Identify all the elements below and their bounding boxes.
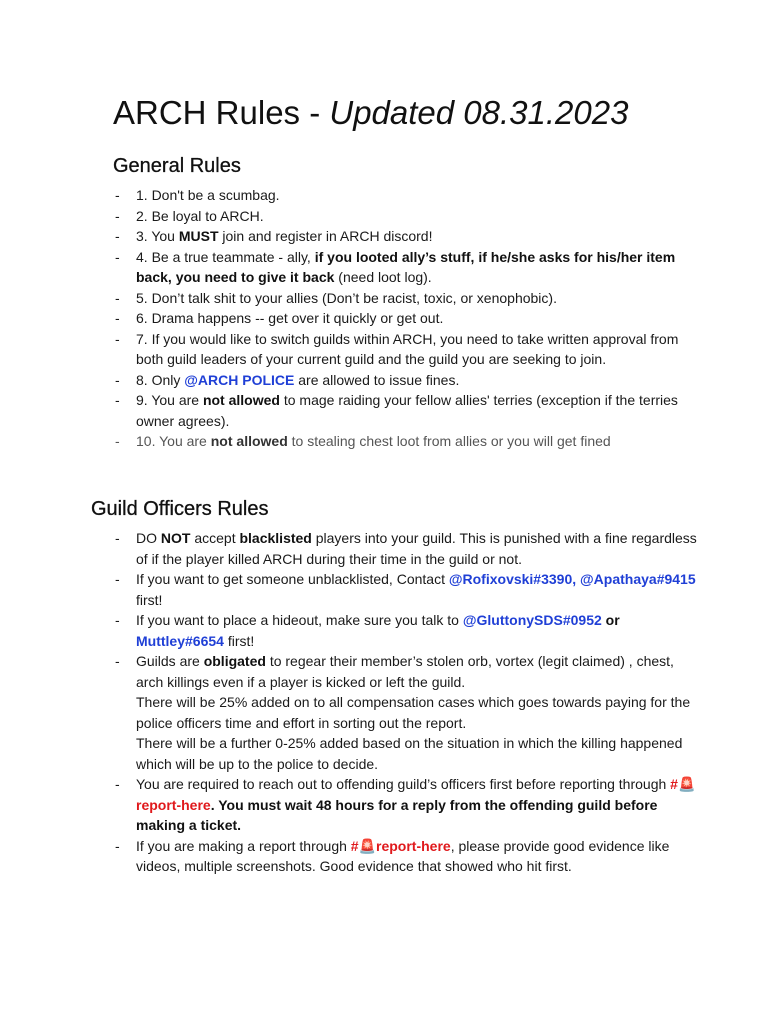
- rule-text: 2. Be loyal to ARCH.: [136, 207, 264, 224]
- list-item: [113, 247, 703, 288]
- rule-emphasis: obligated: [203, 653, 266, 669]
- apathaya-mention[interactable]: @Apathaya#9415: [580, 571, 696, 587]
- rule-text: to stealing chest loot from allies or you will get fined: [287, 433, 611, 449]
- rule-text: 3. You: [136, 228, 179, 244]
- rule-text: If you want to place a hideout, make sure you talk to: [136, 612, 463, 628]
- list-item: [113, 288, 703, 309]
- title-updated-date: Updated 08.31.2023: [329, 94, 629, 131]
- rule-text: first!: [136, 591, 163, 608]
- rule-emphasis: MUST: [178, 228, 219, 244]
- rule-text: If you are making a report through: [136, 837, 351, 854]
- report-here-channel-link[interactable]: #🚨report-here: [350, 837, 451, 854]
- rule-text: to mage raiding your fellow allies' terries (exception if the terries owner agrees).: [136, 392, 678, 429]
- rule-text: , please provide good evidence like videos, multiple screenshots. Good evidence that showed who hit first.: [136, 837, 670, 874]
- rule-text: There will be a further 0-25% added based on the situation in which the killing happened which will be up to the police to decide.: [136, 735, 683, 772]
- rule-emphasis: or: [601, 612, 620, 628]
- rule-text: You are required to reach out to offending guild’s officers first before reporting through: [136, 776, 671, 792]
- general-rules-heading: General Rules: [113, 155, 241, 177]
- list-item: [113, 774, 703, 836]
- rule-text: 8. Only: [136, 371, 185, 388]
- rule-text: join and register in ARCH discord!: [218, 228, 433, 244]
- list-item: [113, 610, 703, 651]
- list-item: [113, 185, 703, 206]
- arch-police-mention[interactable]: @ARCH POLICE: [184, 371, 295, 388]
- rule-text: 10. You are: [136, 433, 211, 449]
- list-item: [113, 569, 703, 610]
- muttley-mention[interactable]: Muttley#6654: [136, 632, 224, 649]
- rule-text: 4. Be a true teammate - ally,: [136, 248, 315, 265]
- rule-emphasis: . You must wait 48 hours for a reply from the offending guild before making a ticket.: [136, 796, 658, 833]
- page-title: [113, 91, 628, 135]
- list-item: [113, 206, 703, 227]
- rule-emphasis: not allowed: [210, 433, 288, 449]
- rule-text: 5. Don’t talk shit to your allies (Don’t be racist, toxic, or xenophobic).: [136, 289, 557, 306]
- rule-text: Guilds are: [136, 653, 204, 669]
- rule-text: There will be 25% added on to all compensation cases which goes towards paying for the police officers time and effort in sorting out the report.: [136, 694, 691, 731]
- rule-text: 7. If you would like to switch guilds within ARCH, you need to take written approval from both guild leaders of your current guild and the guild you are seeking to join.: [136, 330, 679, 367]
- list-item: [113, 370, 703, 391]
- rule-text: 6. Drama happens -- get over it quickly or get out.: [136, 310, 444, 326]
- title-main: ARCH Rules -: [113, 94, 330, 131]
- list-item: [113, 836, 703, 877]
- report-here-channel-link[interactable]: #🚨report-here: [136, 776, 696, 813]
- rule-text: (need loot log).: [334, 269, 432, 285]
- rule-text: If you want to get someone unblacklisted, Contact: [136, 571, 449, 587]
- rule-text: players into your guild. This is punished with a fine regardless of if the player killed ARCH during their time in the guild or not.: [136, 530, 697, 567]
- list-item: [113, 329, 703, 370]
- list-item: [113, 431, 703, 452]
- rule-text: are allowed to issue fines.: [294, 371, 460, 388]
- rule-emphasis: not allowed: [202, 392, 280, 408]
- rofixovski-mention[interactable]: @Rofixovski#3390,: [448, 571, 577, 587]
- rule-text: 1. Don't be a scumbag.: [136, 187, 280, 203]
- general-rules-list: [113, 185, 703, 452]
- rule-text: DO: [136, 530, 161, 546]
- rule-emphasis: blacklisted: [239, 530, 312, 546]
- rule-text: accept: [190, 530, 240, 546]
- guild-officers-rules-heading: Guild Officers Rules: [91, 498, 269, 520]
- rule-emphasis: NOT: [160, 530, 191, 546]
- list-item: [113, 390, 703, 431]
- rule-text: first!: [223, 632, 255, 649]
- rule-text: to regear their member’s stolen orb, vortex (legit claimed) , chest, arch killings even if a player is kicked or left the guild.: [136, 653, 674, 690]
- list-item: [113, 528, 703, 569]
- gluttonysds-mention[interactable]: @GluttonySDS#0952: [462, 612, 602, 628]
- rule-emphasis: if you looted ally’s stuff, if he/she asks for his/her item back, you need to give it back: [136, 248, 676, 285]
- rule-text: 9. You are: [136, 392, 203, 408]
- list-item: [113, 651, 703, 774]
- list-item: [113, 226, 703, 247]
- list-item: [113, 308, 703, 329]
- guild-officers-rules-list: [113, 528, 703, 877]
